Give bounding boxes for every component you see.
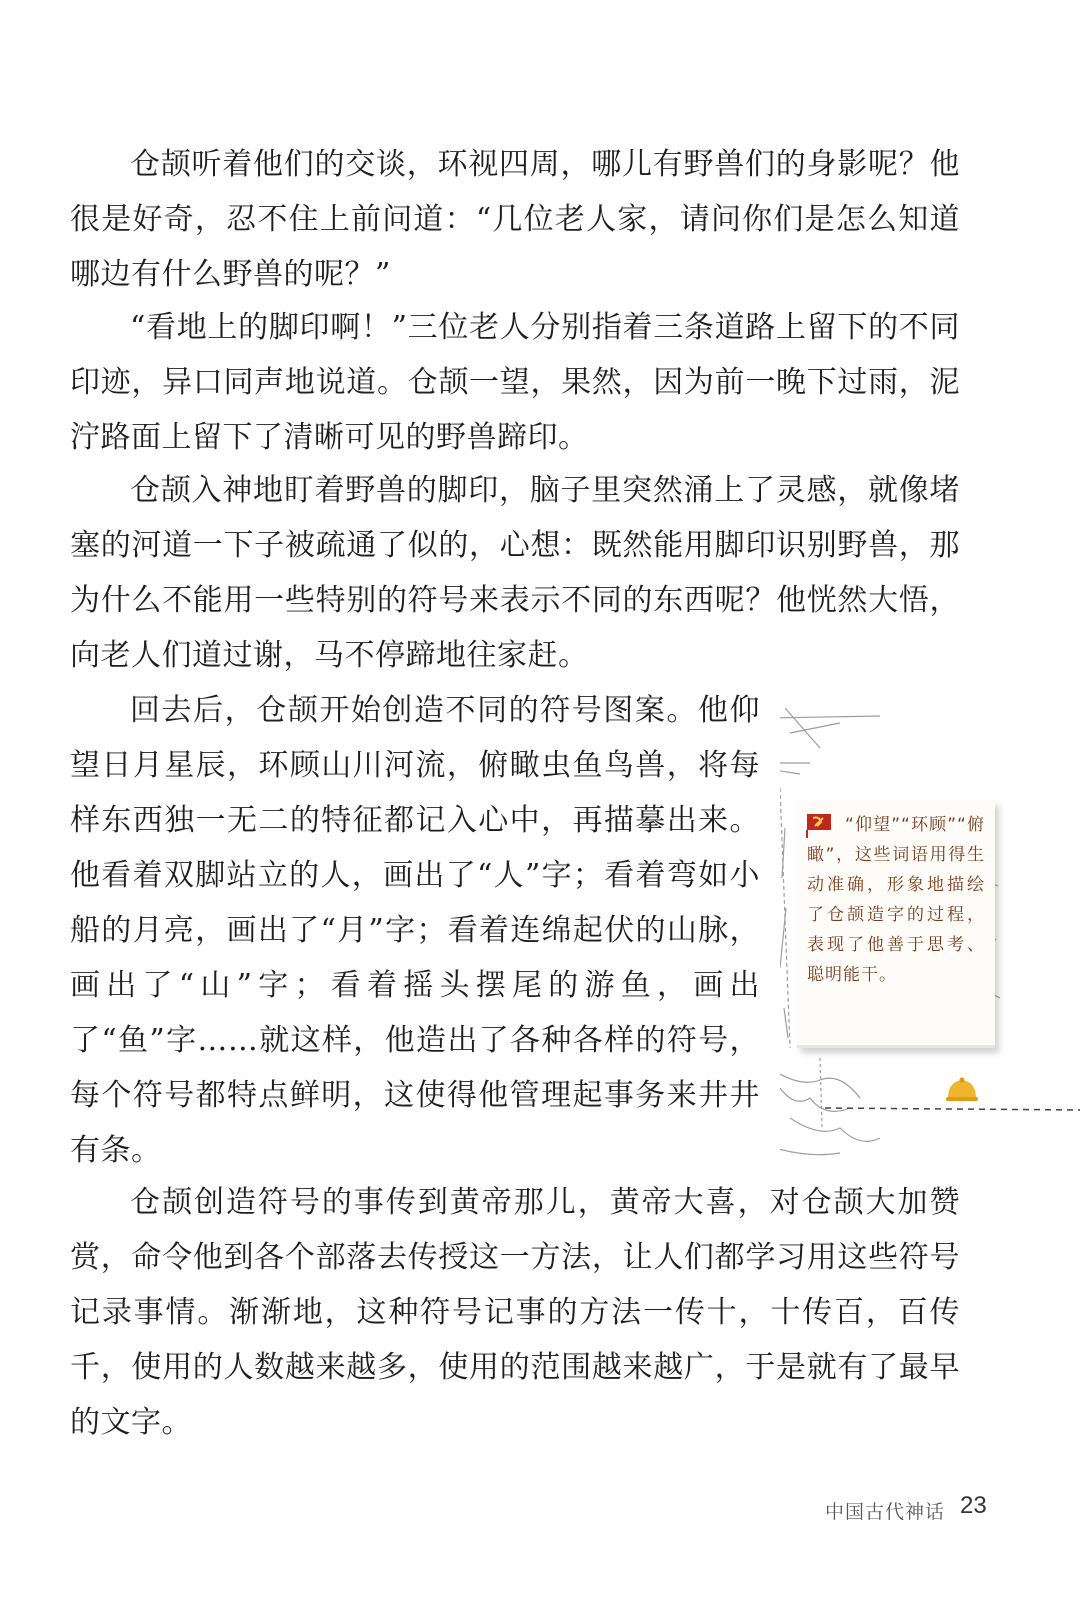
paragraph-5: 仓颉创造符号的事传到黄帝那儿，黄帝大喜，对仓颉大加赞赏，命令他到各个部落去传授这一方法，让人们都学习用这些符号记录事情。渐渐地，这种符号记事的方法一传十，十传百，百传千，使用的人数越来越多，使用的范围越来越广，于是就有了最早的文字。 — [70, 1185, 960, 1440]
paragraph-4: 回去后，仓颉开始创造不同的符号图案。他仰望日月星辰，环顾山川河流，俯瞰虫鱼鸟兽，将每样东西独一无二的特征都记入心中，再描摹出来。他看着双脚站立的人，画出了“人”字；看着弯如小船的月亮，画出了“月”字；看着连绵起伏的山脉，画出了“山”字；看着摇头摆尾的游鱼，画出了“鱼”字……就这样，他造出了各种各样的符号，每个符号都特点鲜明，这使得他管理起事务来井井有条。 — [70, 693, 760, 1168]
page-number: 23 — [960, 1492, 987, 1519]
note-card — [797, 800, 995, 1048]
side-note — [780, 708, 1080, 1168]
note-text: “仰望”“环顾”“俯瞰”，这些词语用得生动准确，形象地描绘了仓颉造字的过程，表现了他善于思考、聪明能干。 — [807, 815, 985, 985]
paragraph-3: 仓颉入神地盯着野兽的脚印，脑子里突然涌上了灵感，就像堵塞的河道一下子被疏通了似的，心想：既然能用脚印识别野兽，那为什么不能用一些特别的符号来表示不同的东西呢？他恍然大悟，向老人们道过谢，马不停蹄地往家赶。 — [70, 473, 960, 673]
bell-icon — [942, 1076, 982, 1104]
footer-book-title: 中国古代神话 — [825, 1501, 946, 1523]
paragraph-2: “看地上的脚印啊！”三位老人分别指着三条道路上留下的不同印迹，异口同声地说道。仓颉一望，果然，因为前一晚下过雨，泥泞路面上留下了清晰可见的野兽蹄印。 — [70, 310, 960, 455]
paragraph-1: 仓颉听着他们的交谈，环视四周，哪儿有野兽们的身影呢？他很是好奇，忍不住上前问道：“几位老人家，请问你们是怎么知道哪边有什么野兽的呢？” — [70, 147, 960, 292]
